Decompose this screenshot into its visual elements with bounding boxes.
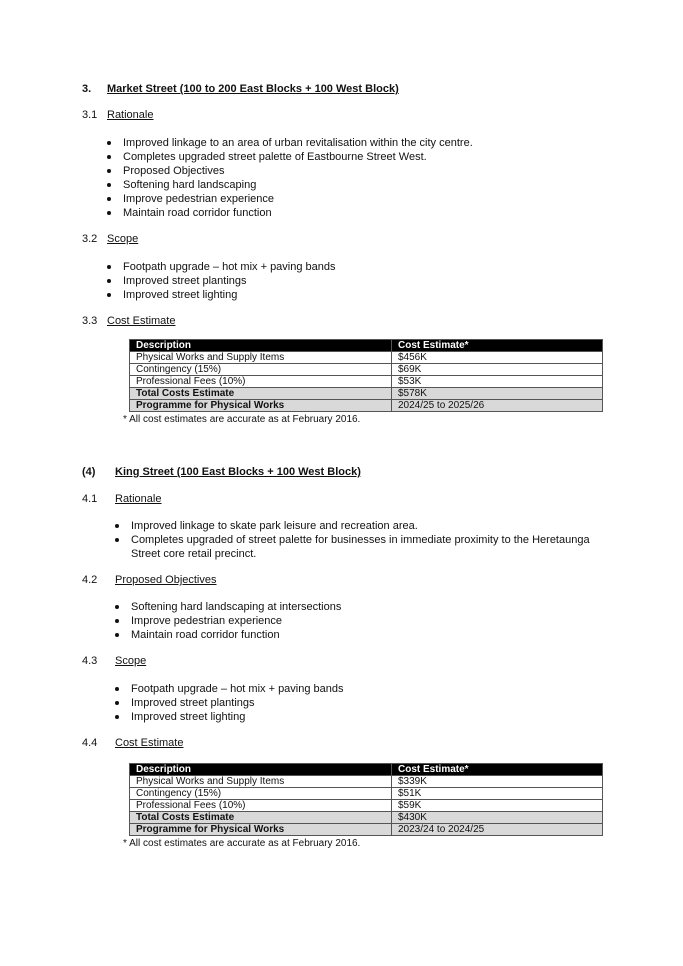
- list-item: Footpath upgrade – hot mix + paving bands: [123, 261, 336, 273]
- table-row-total: [130, 388, 603, 400]
- subsection-3-3-number: 3.3: [82, 315, 98, 327]
- subsection-4-1-number: 4.1: [82, 493, 98, 505]
- row-description: Contingency (15%): [130, 788, 392, 800]
- subsection-4-1-title: Rationale: [115, 493, 162, 505]
- list-item: Improved street plantings: [123, 274, 336, 288]
- table-row-programme: [130, 400, 603, 412]
- subsection-3-2-title: Scope: [107, 233, 139, 245]
- list-item: Completes upgraded of street palette for businesses in immediate proximity to the Heretaunga Street core retail precinct.: [131, 533, 606, 561]
- rationale-list-4: [131, 519, 606, 561]
- section-4-title: King Street (100 East Blocks + 100 West Block): [115, 466, 361, 478]
- row-value: $69K: [392, 364, 603, 376]
- table-row: [130, 800, 603, 812]
- list-item: Improved linkage to skate park leisure and recreation area.: [131, 519, 606, 533]
- list-item: Proposed Objectives: [123, 164, 473, 178]
- row-description: Programme for Physical Works: [130, 824, 392, 836]
- list-item: Improved street lighting: [131, 710, 344, 724]
- list-item: Improved street lighting: [123, 288, 336, 302]
- scope-list-4: [131, 682, 344, 724]
- list-item: Improve pedestrian experience: [131, 614, 341, 628]
- cost-table-3: [129, 339, 603, 412]
- subsection-4-4-title: Cost Estimate: [115, 737, 184, 749]
- row-description: Physical Works and Supply Items: [130, 776, 392, 788]
- column-header-description: Description: [130, 340, 392, 352]
- row-value: $51K: [392, 788, 603, 800]
- row-value: $53K: [392, 376, 603, 388]
- subsection-3-1-title: Rationale: [107, 109, 154, 121]
- row-description: Total Costs Estimate: [130, 812, 392, 824]
- list-item: Softening hard landscaping at intersections: [131, 601, 342, 613]
- cost-note-3: * All cost estimates are accurate as at February 2016.: [123, 414, 361, 425]
- row-value: $456K: [392, 352, 603, 364]
- table-row: [130, 788, 603, 800]
- table-header-row: [130, 764, 603, 776]
- scope-list-3: [123, 260, 336, 302]
- list-item: Softening hard landscaping: [123, 178, 473, 192]
- table-row: [130, 776, 603, 788]
- row-description: Total Costs Estimate: [130, 388, 392, 400]
- list-item: Maintain road corridor function: [131, 628, 341, 642]
- table-row: [130, 376, 603, 388]
- row-description: Contingency (15%): [130, 364, 392, 376]
- subsection-4-2-number: 4.2: [82, 574, 98, 586]
- column-header-cost: Cost Estimate*: [392, 764, 603, 776]
- section-3-title: Market Street (100 to 200 East Blocks + 100 West Block): [107, 83, 399, 95]
- table-row-total: [130, 812, 603, 824]
- subsection-4-3-number: 4.3: [82, 655, 98, 667]
- list-item: Maintain road corridor function: [123, 206, 473, 220]
- row-value: $339K: [392, 776, 603, 788]
- cost-note-4: * All cost estimates are accurate as at February 2016.: [123, 838, 361, 849]
- subsection-3-1-number: 3.1: [82, 109, 98, 121]
- row-value: 2024/25 to 2025/26: [392, 400, 603, 412]
- row-value: $578K: [392, 388, 603, 400]
- row-description: Professional Fees (10%): [130, 376, 392, 388]
- subsection-4-3-title: Scope: [115, 655, 147, 667]
- section-3-number: 3.: [82, 83, 92, 95]
- row-value: 2023/24 to 2024/25: [392, 824, 603, 836]
- row-value: $430K: [392, 812, 603, 824]
- table-row: [130, 352, 603, 364]
- table-header-row: [130, 340, 603, 352]
- row-description: Physical Works and Supply Items: [130, 352, 392, 364]
- list-item: Improved linkage to an area of urban revitalisation within the city centre.: [123, 137, 473, 149]
- list-item: Footpath upgrade – hot mix + paving bands: [131, 683, 344, 695]
- subsection-3-3-title: Cost Estimate: [107, 315, 176, 327]
- row-description: Programme for Physical Works: [130, 400, 392, 412]
- table-row: [130, 364, 603, 376]
- table-row-programme: [130, 824, 603, 836]
- subsection-4-2-title: Proposed Objectives: [115, 574, 217, 586]
- row-description: Professional Fees (10%): [130, 800, 392, 812]
- list-item: Improved street plantings: [131, 696, 344, 710]
- row-value: $59K: [392, 800, 603, 812]
- cost-table-4: [129, 763, 603, 836]
- rationale-list-3: [123, 136, 473, 220]
- subsection-4-4-number: 4.4: [82, 737, 98, 749]
- column-header-description: Description: [130, 764, 392, 776]
- column-header-cost: Cost Estimate*: [392, 340, 603, 352]
- section-4-number: (4): [82, 466, 96, 478]
- objectives-list-4: [131, 600, 341, 642]
- list-item: Improve pedestrian experience: [123, 192, 473, 206]
- subsection-3-2-number: 3.2: [82, 233, 98, 245]
- list-item: Completes upgraded street palette of Eastbourne Street West.: [123, 150, 473, 164]
